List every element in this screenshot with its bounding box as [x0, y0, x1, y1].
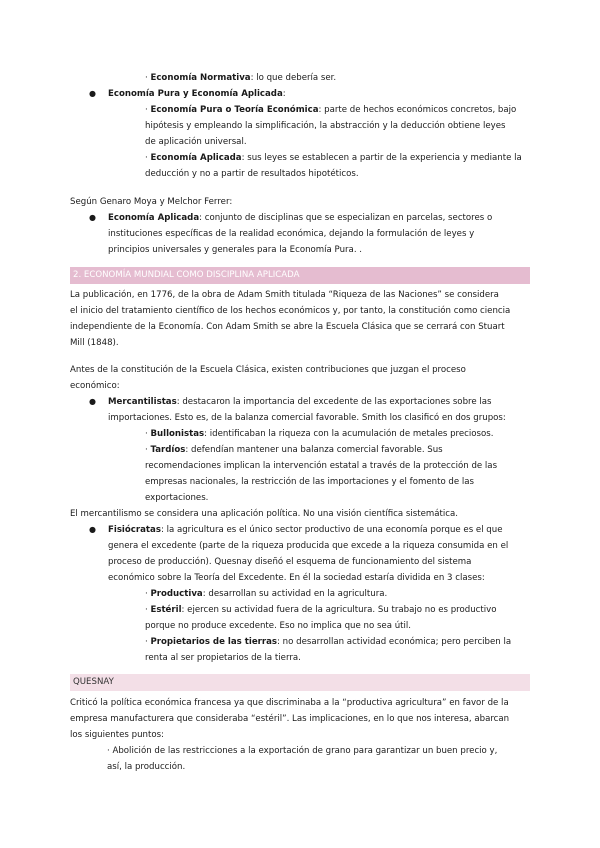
item-aplicada: · Economía Aplicada: sus leyes se establecen a partir de la experiencia y mediante la [145, 153, 522, 163]
item-tardios: · Tardíos: defendían mantener una balanza comercial favorable. Sus [145, 445, 443, 455]
item-aplicada-cont: deducción y no a partir de resultados hipotéticos. [145, 169, 359, 179]
item-aplicada-2-cont: principios universales y generales para la Economía Pura. . [108, 245, 363, 255]
paragraph-line: los siguientes puntos: [70, 730, 164, 740]
paragraph-line: el inicio del tratamiento científico de los hechos económicos y, por tanto, la constitución como ciencia [70, 306, 511, 316]
paragraph-line: Mill (1848). [70, 338, 119, 348]
bullet-icon: ● [89, 525, 96, 534]
item-fisiocratas: Fisiócratas: la agricultura es el único sector productivo de una economía porque es el que [108, 525, 503, 535]
item-bullonistas: · Bullonistas: identificaban la riqueza con la acumulación de metales preciosos. [145, 429, 494, 439]
paragraph-line: empresa manufacturera que consideraba “estéril”. Las implicaciones, en lo que nos interesa, abarcan [70, 714, 510, 724]
item-pura-aplicada: Economía Pura y Economía Aplicada: [108, 89, 286, 99]
section-heading-quesnay: QUESNAY [70, 674, 530, 691]
item-propietarios: · Propietarios de las tierras: no desarrollan actividad económica; pero perciben la [145, 637, 512, 647]
paragraph-line: Criticó la política económica francesa ya que discriminaba a la “productiva agricultura” en favor de la [70, 698, 509, 708]
item-fisiocratas-cont: económico sobre la Teoría del Excedente. En él la sociedad estaría dividida en 3 clases: [108, 573, 485, 583]
bullet-icon: ● [89, 213, 96, 222]
item-propietarios-cont: renta al ser propietarios de la tierra. [145, 653, 301, 663]
item-aplicada-2-cont: instituciones específicas de la realidad económica, dejando la formulación de leyes y [108, 229, 475, 239]
item-mercantilistas: Mercantilistas: destacaron la importancia del excedente de las exportaciones sobre las [108, 397, 492, 407]
item-pura-teoria-cont: de aplicación universal. [145, 137, 247, 147]
item-aplicada-2: Economía Aplicada: conjunto de disciplinas que se especializan en parcelas, sectores o [108, 213, 493, 223]
segun-text: Según Genaro Moya y Melchor Ferrer: [70, 197, 233, 207]
item-esteril-cont: porque no produce excedente. Eso no implica que no sea útil. [145, 621, 412, 631]
paragraph-line: El mercantilismo se considera una aplicación política. No una visión científica sistemática. [70, 509, 458, 519]
item-esteril: · Estéril: ejercen su actividad fuera de la agricultura. Su trabajo no es productivo [145, 605, 497, 615]
item-pura-teoria-cont: hipótesis y empleando la simplificación, la abstracción y la deducción obtiene leyes [145, 121, 506, 131]
item-abolicion-cont: así, la producción. [107, 762, 186, 772]
item-economia-normativa: · Economía Normativa: lo que debería ser. [145, 73, 337, 83]
item-pura-teoria: · Economía Pura o Teoría Económica: parte de hechos económicos concretos, bajo [145, 105, 517, 115]
item-productiva: · Productiva: desarrollan su actividad en la agricultura. [145, 589, 388, 599]
item-tardios-cont: exportaciones. [145, 493, 209, 503]
item-abolicion: · Abolición de las restricciones a la exportación de grano para garantizar un buen precio y, [107, 746, 498, 756]
paragraph-line: independiente de la Economía. Con Adam Smith se abre la Escuela Clásica que se cerrará con Stuart [70, 322, 505, 332]
item-mercantilistas-cont: importaciones. Esto es, de la balanza comercial favorable. Smith los clasificó en dos grupos: [108, 413, 506, 423]
item-tardios-cont: empresas nacionales, la restricción de las importaciones y el fomento de las [145, 477, 475, 487]
paragraph-line: económico: [70, 381, 120, 391]
item-tardios-cont: recomendaciones implican la intervención estatal a través de la protección de las [145, 461, 498, 471]
bullet-icon: ● [89, 397, 96, 406]
paragraph-line: Antes de la constitución de la Escuela Clásica, existen contribuciones que juzgan el proceso [70, 365, 466, 375]
paragraph-line: La publicación, en 1776, de la obra de Adam Smith titulada “Riqueza de las Naciones” se considera [70, 290, 499, 300]
section-heading-2: 2. ECONOMÍA MUNDIAL COMO DISCIPLINA APLICADA [70, 267, 530, 284]
item-fisiocratas-cont: proceso de producción). Quesnay diseñó el esquema de funcionamiento del sistema [108, 557, 472, 567]
item-fisiocratas-cont: genera el excedente (parte de la riqueza producida que excede a la riqueza consumida en el [108, 541, 509, 551]
bullet-icon: ● [89, 89, 96, 98]
